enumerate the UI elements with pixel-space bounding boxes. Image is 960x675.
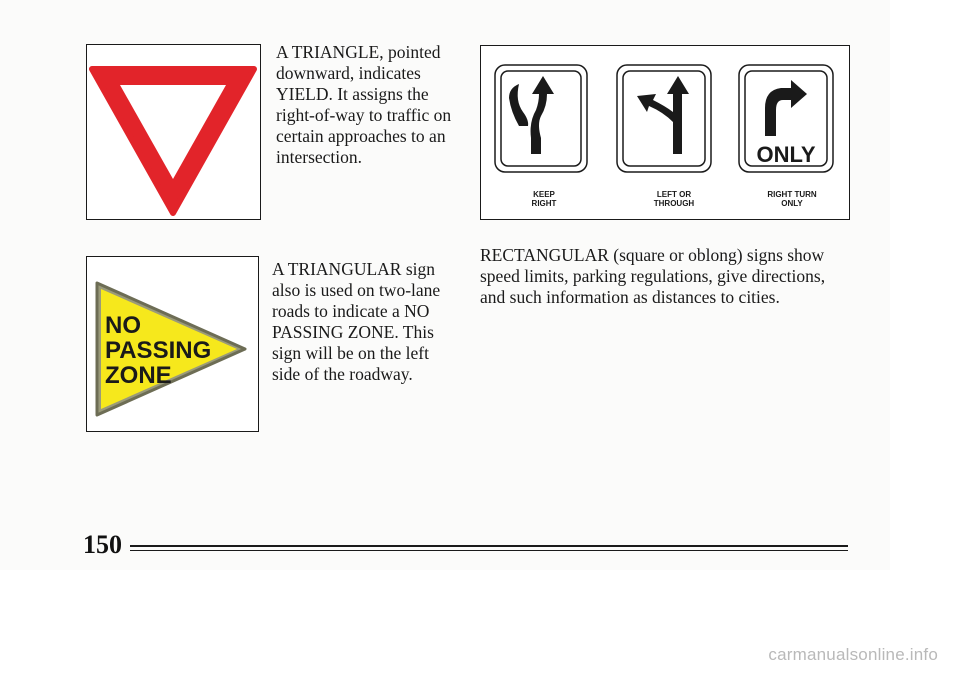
caption-right-turn-only-line-2: ONLY — [781, 199, 803, 208]
rectangular-description: RECTANGULAR (square or oblong) signs show speed limits, parking regulations, give directions, and such information as distances to cities. — [480, 245, 826, 307]
caption-right-turn-only-line-1: RIGHT TURN — [767, 190, 817, 199]
no-passing-sign-box — [86, 256, 259, 432]
only-sign-text: ONLY — [756, 142, 816, 167]
no-passing-line-1: NO — [105, 312, 141, 339]
footer-rule-thin — [130, 550, 848, 551]
lane-use-signs-box — [480, 45, 850, 220]
footer-rule — [130, 545, 848, 547]
caption-keep-right-line-2: RIGHT — [531, 199, 557, 208]
keep-right-sign-icon — [495, 65, 587, 172]
no-passing-description: A TRIANGULAR sign also is used on two-lane roads to indicate a NO PASSING ZONE. This sign will be on the left side of the roadway. — [272, 259, 441, 384]
yield-sign-box — [86, 44, 261, 220]
watermark: carmanualsonline.info — [768, 645, 938, 664]
no-passing-line-2: PASSING — [105, 337, 212, 364]
yield-sign-text: YIELD — [137, 94, 209, 128]
left-or-through-sign-icon — [617, 65, 711, 172]
caption-left-or-through-line-1: LEFT OR — [656, 190, 692, 199]
no-passing-line-3: ZONE — [105, 362, 172, 389]
no-passing-zone-sign-icon — [87, 257, 257, 430]
caption-keep-right-line-1: KEEP — [533, 190, 555, 199]
right-turn-only-sign-icon — [739, 65, 833, 172]
yield-description: A TRIANGLE, pointed downward, indicates YIELD. It assigns the right-of-way to traffic on certain approaches to an intersection. — [276, 42, 452, 167]
caption-left-or-through-line-2: THROUGH — [653, 199, 695, 208]
yield-sign-icon — [87, 45, 259, 218]
page-number: 150 — [83, 530, 122, 559]
